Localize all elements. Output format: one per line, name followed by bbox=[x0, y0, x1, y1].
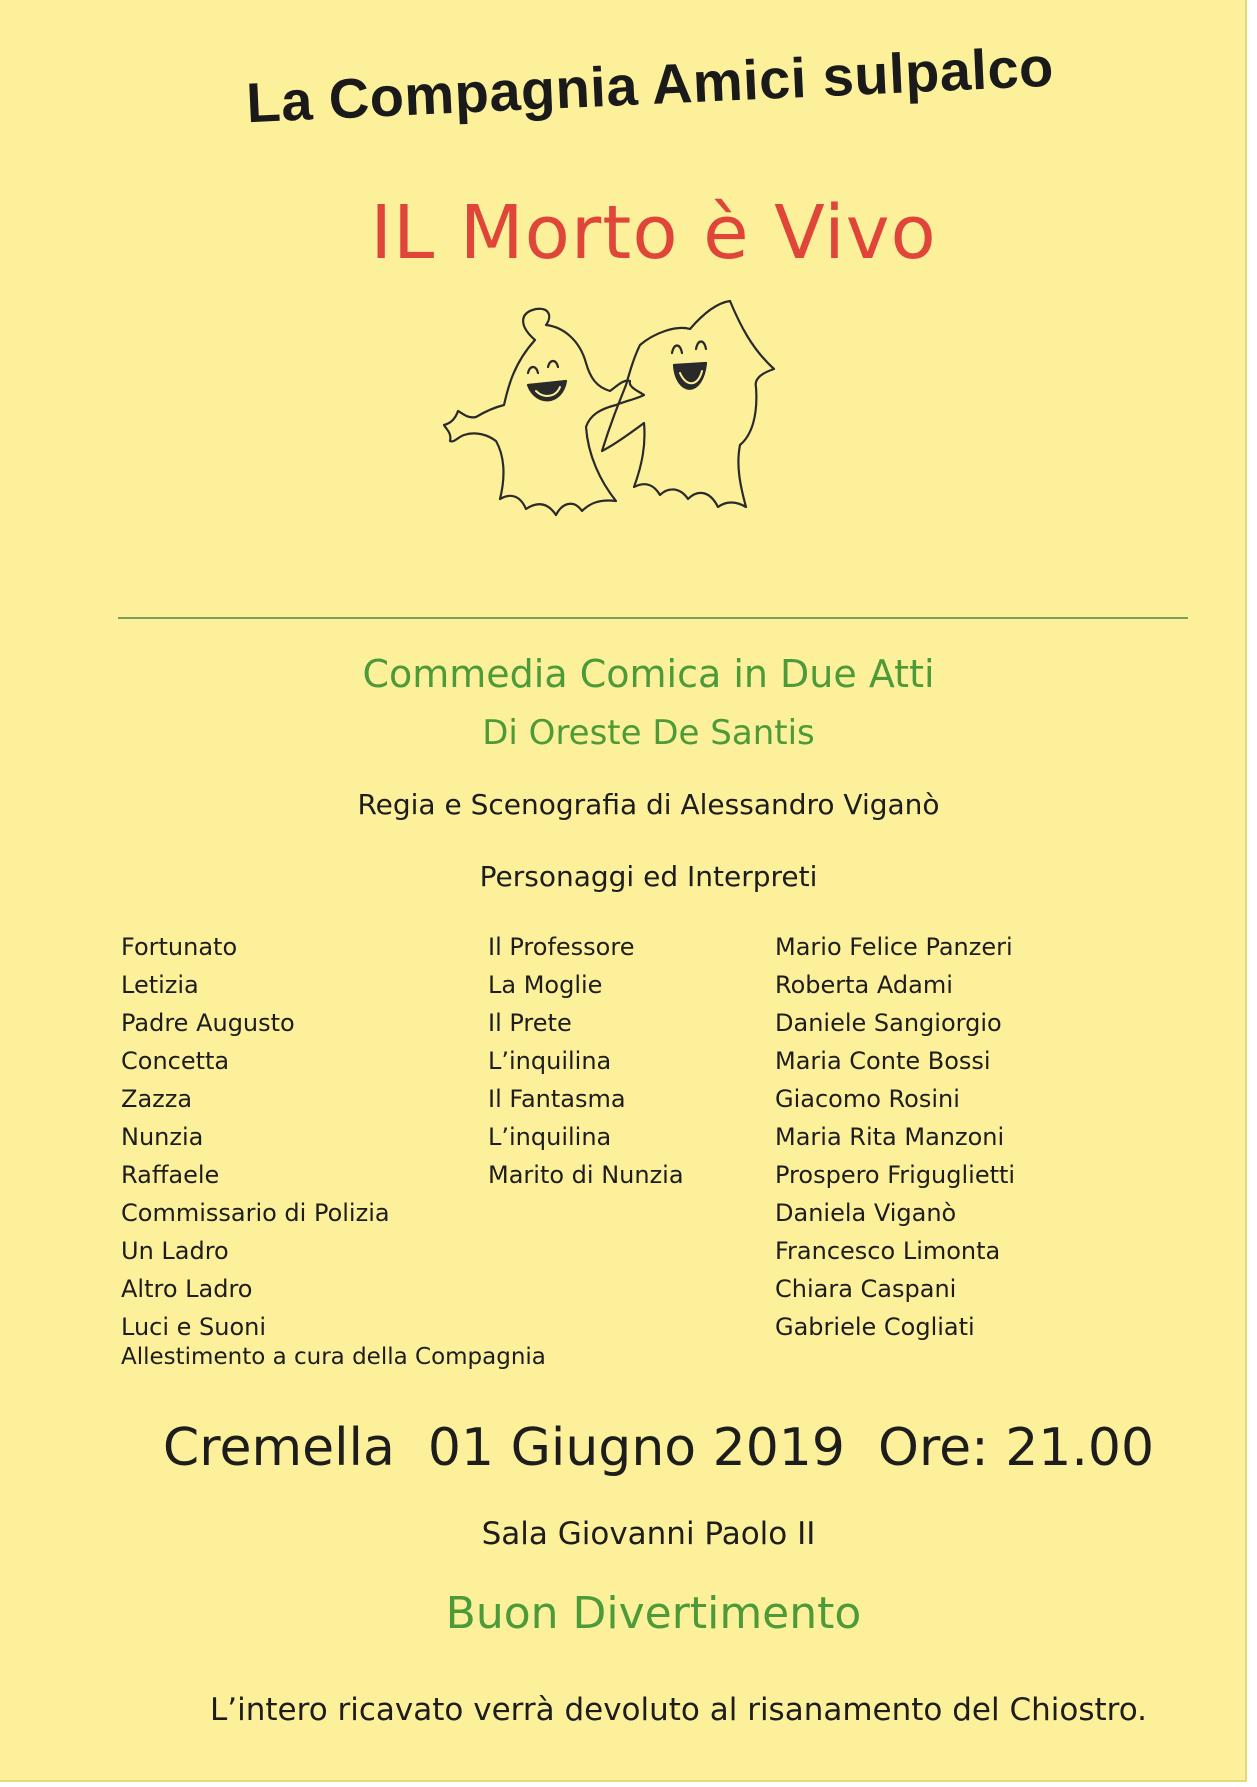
left-ghost-icon bbox=[444, 309, 644, 515]
role-item: Luci e Suoni bbox=[121, 1313, 267, 1341]
role-item: Raffaele bbox=[121, 1161, 220, 1189]
actor-item: Chiara Caspani bbox=[775, 1275, 957, 1303]
role-item: Marito di Nunzia bbox=[488, 1161, 684, 1189]
staging-credit: Allestimento a cura della Compagnia bbox=[121, 1344, 546, 1370]
role-item: Zazza bbox=[121, 1085, 193, 1113]
direction-credit: Regia e Scenografia di Alessandro Viganò bbox=[357, 788, 940, 821]
actor-item: Daniela Viganò bbox=[775, 1199, 957, 1227]
role-item: Nunzia bbox=[121, 1123, 204, 1151]
actor-item: Mario Felice Panzeri bbox=[775, 933, 1013, 961]
genre-subtitle: Commedia Comica in Due Atti bbox=[362, 652, 935, 696]
actor-item: Prospero Friguglietti bbox=[775, 1161, 1016, 1189]
right-ghost-icon bbox=[602, 301, 774, 507]
divider bbox=[118, 617, 1188, 619]
company-name: La Compagnia Amici sulpalco bbox=[244, 34, 1056, 135]
role-item: L’inquilina bbox=[488, 1123, 612, 1151]
event-date-line: Cremella 01 Giugno 2019 Ore: 21.00 bbox=[162, 1418, 1155, 1478]
actor-item: Giacomo Rosini bbox=[775, 1085, 960, 1113]
play-title: IL Morto è Vivo bbox=[370, 190, 937, 276]
role-item: Un Ladro bbox=[121, 1237, 229, 1265]
two-ghosts-illustration bbox=[440, 295, 880, 595]
roles-column-2 bbox=[488, 928, 684, 1194]
actor-item: Daniele Sangiorgio bbox=[775, 1009, 1002, 1037]
role-item: Il Fantasma bbox=[488, 1085, 626, 1113]
roles-column-1 bbox=[121, 928, 390, 1346]
actor-item: Roberta Adami bbox=[775, 971, 953, 999]
actor-item: Gabriele Cogliati bbox=[775, 1313, 975, 1341]
role-item: La Moglie bbox=[488, 971, 603, 999]
role-item: L’inquilina bbox=[488, 1047, 612, 1075]
cast-heading: Personaggi ed Interpreti bbox=[479, 860, 818, 893]
role-item: Concetta bbox=[121, 1047, 230, 1075]
role-item: Il Professore bbox=[488, 933, 635, 961]
venue-line: Sala Giovanni Paolo II bbox=[481, 1516, 816, 1552]
actor-item: Maria Rita Manzoni bbox=[775, 1123, 1005, 1151]
role-item: Fortunato bbox=[121, 933, 238, 961]
actor-item: Francesco Limonta bbox=[775, 1237, 1001, 1265]
actors-column bbox=[775, 928, 1015, 1346]
author-line: Di Oreste De Santis bbox=[482, 713, 815, 753]
actor-item: Maria Conte Bossi bbox=[775, 1047, 991, 1075]
role-item: Il Prete bbox=[488, 1009, 572, 1037]
role-item: Letizia bbox=[121, 971, 199, 999]
role-item: Altro Ladro bbox=[121, 1275, 253, 1303]
role-item: Commissario di Polizia bbox=[121, 1199, 390, 1227]
proceeds-note: L’intero ricavato verrà devoluto al risanamento del Chiostro. bbox=[210, 1692, 1147, 1728]
role-item: Padre Augusto bbox=[121, 1009, 295, 1037]
farewell-line: Buon Divertimento bbox=[445, 1588, 862, 1639]
